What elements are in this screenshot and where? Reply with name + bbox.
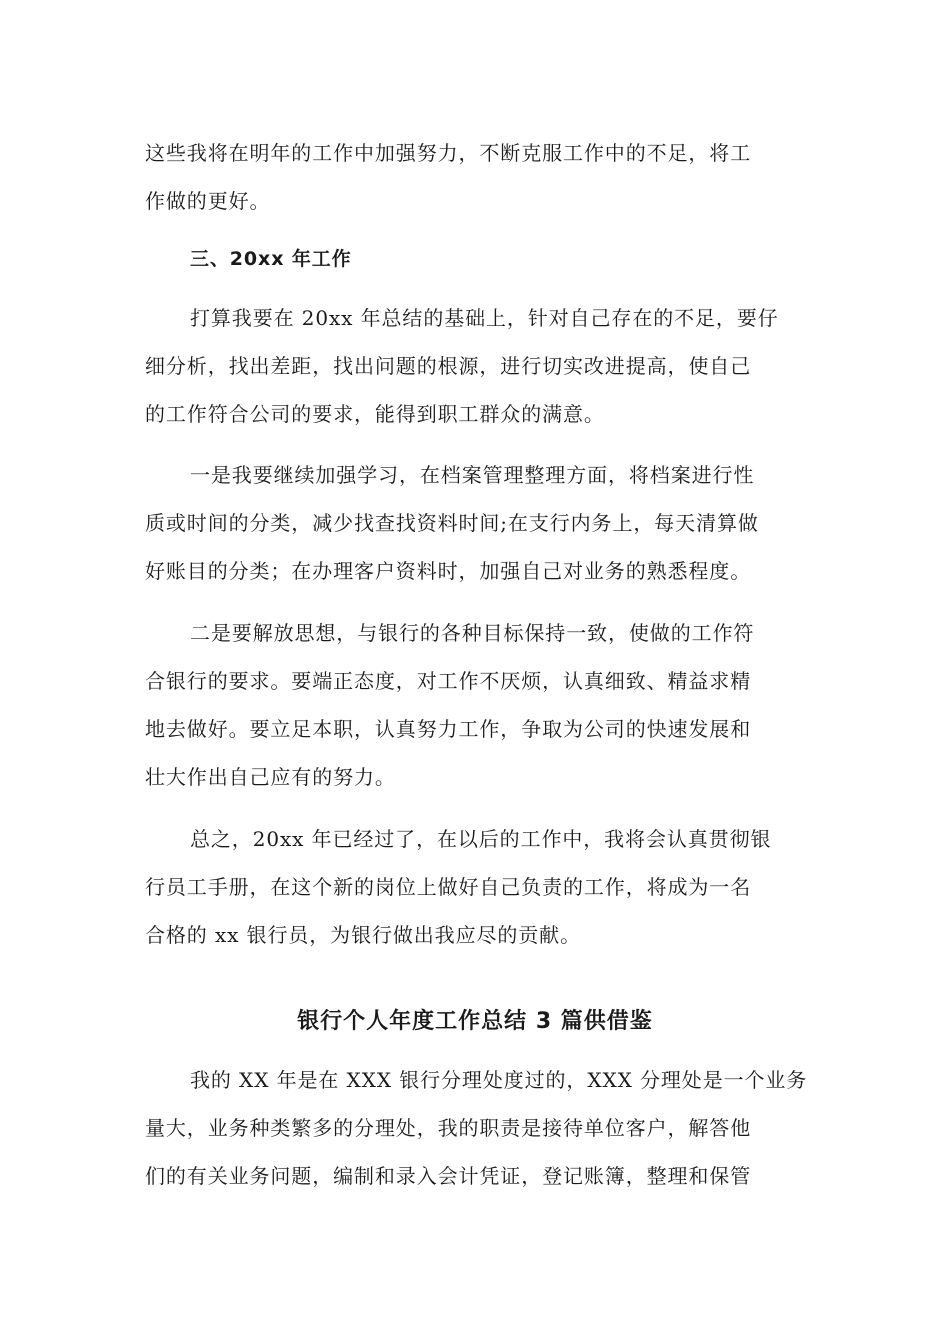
- text-line: 壮大作出自己应有的努力。: [145, 765, 396, 789]
- text-line: 总之，20xx 年已经过了，在以后的工作中，我将会认真贯彻银: [190, 827, 772, 851]
- text-line: 的工作符合公司的要求，能得到职工群众的满意。: [145, 402, 605, 426]
- text-line: 合银行的要求。要端正态度，对工作不厌烦，认真细致、精益求精: [145, 669, 752, 693]
- text-line: 我的 XX 年是在 XXX 银行分理处度过的，XXX 分理处是一个业务: [190, 1068, 808, 1092]
- text-line: 细分析，找出差距，找出问题的根源，进行切实改进提高，使自己: [145, 354, 752, 378]
- text-line: 质或时间的分类，减少找查找资料时间;在支行内务上，每天清算做: [145, 511, 759, 535]
- section-3-heading: 三、20xx 年工作: [190, 248, 352, 270]
- text-line: 这些我将在明年的工作中加强努力，不断克服工作中的不足，将工: [145, 141, 752, 165]
- text-line: 作做的更好。: [145, 189, 271, 213]
- text-line: 量大，业务种类繁多的分理处，我的职责是接待单位客户，解答他: [145, 1116, 752, 1140]
- text-line: 地去做好。要立足本职，认真努力工作，争取为公司的快速发展和: [145, 717, 752, 741]
- text-line: 一是我要继续加强学习，在档案管理整理方面，将档案进行性: [190, 463, 755, 487]
- text-line: 们的有关业务问题，编制和录入会计凭证，登记账簿，整理和保管: [145, 1164, 752, 1188]
- text-line: 二是要解放思想，与银行的各种目标保持一致，使做的工作符: [190, 621, 755, 645]
- text-line: 行员工手册，在这个新的岗位上做好自己负责的工作，将成为一名: [145, 875, 752, 899]
- text-line: 好账目的分类；在办理客户资料时，加强自己对业务的熟悉程度。: [145, 559, 752, 583]
- document-title: 银行个人年度工作总结 3 篇供借鉴: [297, 1009, 653, 1034]
- text-line: 打算我要在 20xx 年总结的基础上，针对自己存在的不足，要仔: [190, 306, 779, 330]
- text-line: 合格的 xx 银行员，为银行做出我应尽的贡献。: [145, 923, 581, 947]
